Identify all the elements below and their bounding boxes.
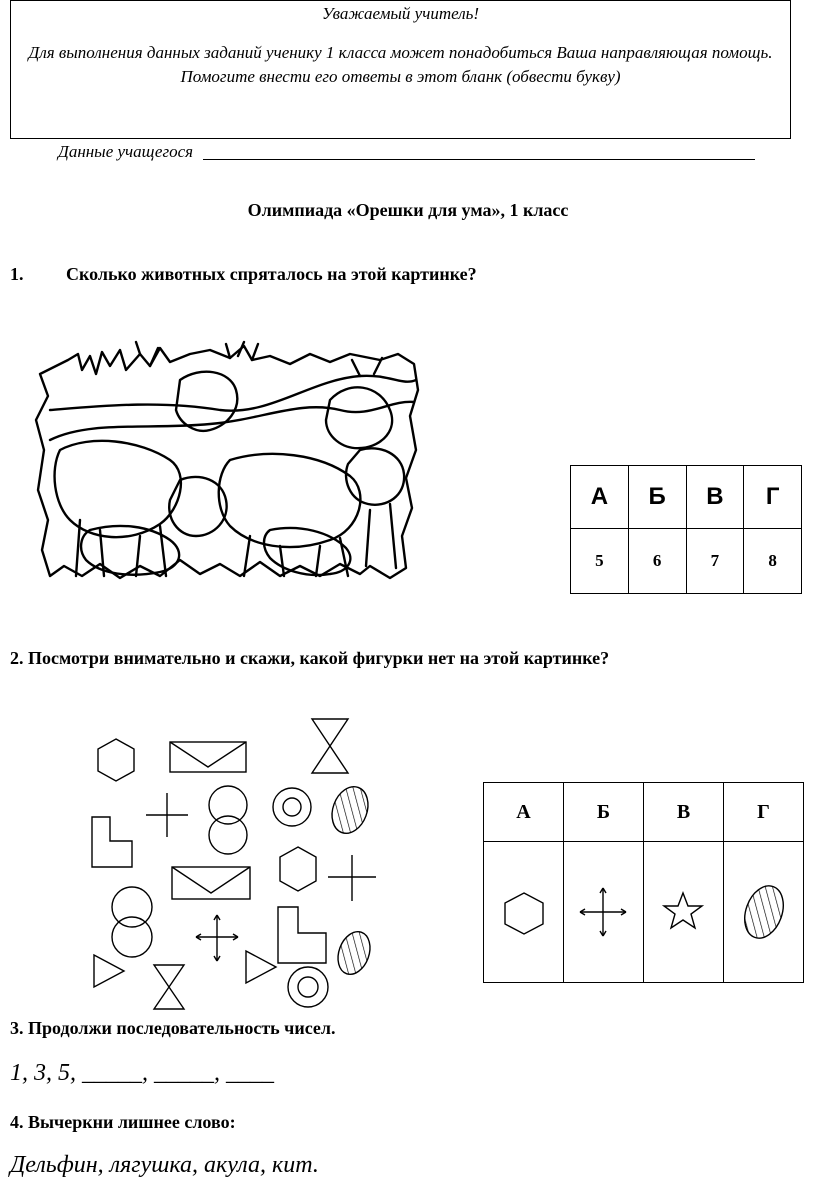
q2-option-b-figure	[564, 842, 644, 983]
q1-option-a-value: 5	[571, 529, 629, 594]
q2-option-a-figure	[484, 842, 564, 983]
q2-option-b-letter[interactable]: Б	[564, 783, 644, 842]
q2-option-a-letter[interactable]: А	[484, 783, 564, 842]
question2-answer-table	[483, 782, 804, 983]
q1-option-v-value: 7	[686, 529, 744, 594]
concentric-circles-icon	[273, 788, 311, 826]
q1-option-b-letter[interactable]: Б	[628, 466, 686, 529]
cross-icon	[328, 855, 376, 901]
question3-text: 3. Продолжи последовательность чисел.	[10, 1018, 336, 1038]
star-icon	[664, 893, 702, 928]
figures-picture	[80, 715, 380, 1020]
cross-arrows-icon	[580, 888, 626, 936]
hexagon-icon	[280, 847, 316, 891]
cross-arrows-icon	[196, 915, 238, 961]
double-circle-icon	[209, 786, 247, 854]
q1-option-v-letter[interactable]: В	[686, 466, 744, 529]
triangle-icon	[94, 955, 124, 987]
striped-oval-icon	[738, 880, 790, 943]
double-circle-icon	[112, 887, 152, 957]
l-shape-icon	[278, 907, 326, 963]
q2-option-g-figure	[724, 842, 804, 983]
striped-oval-icon	[326, 782, 374, 839]
question1-answer-table	[570, 465, 802, 594]
q2-option-v-figure	[644, 842, 724, 983]
envelope-icon	[170, 742, 246, 772]
teacher-notice-box	[10, 0, 791, 139]
student-data-line[interactable]	[203, 159, 755, 160]
q2-option-g-letter[interactable]: Г	[724, 783, 804, 842]
student-data-label: Данные учащегося	[58, 142, 194, 161]
hexagon-icon	[98, 739, 134, 781]
q1-option-g-value: 8	[744, 529, 802, 594]
cross-icon	[146, 793, 188, 837]
q1-option-g-letter[interactable]: Г	[744, 466, 802, 529]
q2-option-v-letter[interactable]: В	[644, 783, 724, 842]
question4-text: 4. Вычеркни лишнее слово:	[10, 1112, 236, 1132]
notice-title: Уважаемый учитель!	[321, 4, 480, 23]
triangle-icon	[246, 951, 276, 983]
question1-number: 1.	[10, 264, 24, 284]
hourglass-icon	[154, 965, 184, 1009]
striped-oval-icon	[332, 927, 375, 979]
q1-option-b-value: 6	[628, 529, 686, 594]
olympiad-title: Олимпиада «Орешки для ума», 1 класс	[247, 200, 569, 220]
l-shape-icon	[92, 817, 132, 867]
q1-option-a-letter[interactable]: А	[571, 466, 629, 529]
question2-text: 2. Посмотри внимательно и скажи, какой фигурки нет на этой картинке?	[10, 648, 610, 668]
envelope-icon	[172, 867, 250, 899]
hourglass-icon	[312, 719, 348, 773]
number-sequence[interactable]: 1, 3, 5, _____, _____, ____	[10, 1060, 274, 1086]
question1-text: Сколько животных спряталось на этой картинке?	[66, 264, 477, 284]
word-list[interactable]: Дельфин, лягушка, акула, кит.	[10, 1152, 319, 1178]
notice-text: Для выполнения данных заданий ученику 1 класса может понадобиться Ваша направляющая помощь. Помогите внести его ответы в этот бланк (обвести букву)	[28, 43, 773, 86]
hidden-animals-picture	[30, 340, 422, 585]
hexagon-icon	[505, 893, 543, 934]
concentric-circles-icon	[288, 967, 328, 1007]
